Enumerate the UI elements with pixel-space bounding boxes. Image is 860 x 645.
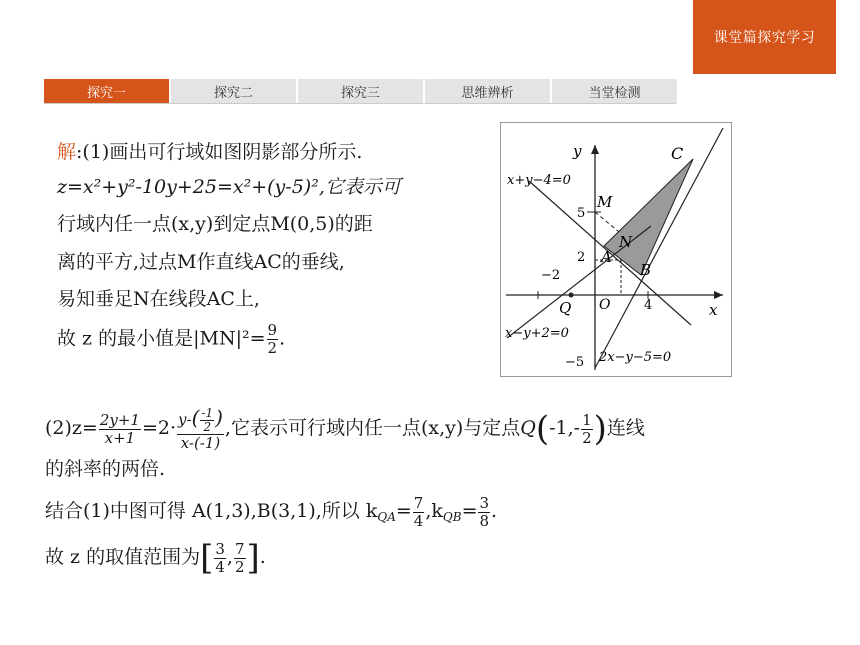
- tick-label-5: 5: [577, 206, 586, 221]
- coordinate-plot: [501, 123, 731, 376]
- fraction-slope-form: y-( $\frac{-1}{2}$ ) x-(-1): [178, 405, 223, 452]
- label-m: M: [597, 193, 613, 211]
- fraction-2y-plus-1: $\frac{2y+1}{x+1}$: [99, 410, 140, 447]
- solution-line-3: 行域内任一点(x,y)到定点M(0,5)的距: [57, 213, 373, 235]
- tab-divider: [44, 103, 676, 104]
- solution-line-1: 解:(1)画出可行域如图阴影部分所示.: [57, 141, 363, 163]
- tab-bar: [44, 79, 679, 103]
- label-origin: O: [599, 297, 611, 313]
- shaded-region: [604, 159, 693, 275]
- range-lower: $\frac{3}{4}$: [215, 539, 225, 576]
- solution-line-4: 离的平方,过点M作直线AC的垂线,: [57, 251, 345, 273]
- label-b: B: [640, 261, 652, 279]
- label-c: C: [671, 144, 684, 163]
- solution-line-6: 故 z 的最小值是|MN|²= $\frac{9}{2}$ .: [57, 321, 286, 357]
- label-a: A: [601, 248, 612, 266]
- section-title: 课堂篇探究学习: [713, 30, 816, 46]
- label-eq-2x-minus-y: 2x−y−5=0: [599, 350, 672, 365]
- tab-thinking[interactable]: 思维辨析: [425, 79, 550, 103]
- tick-label-minus-5: −5: [565, 355, 585, 370]
- tick-label-4: 4: [644, 298, 653, 313]
- part2-line-2: 的斜率的两倍.: [45, 458, 166, 480]
- label-y: y: [573, 142, 582, 160]
- feasible-region-figure: [500, 122, 732, 377]
- fraction-k-qb: $\frac{3}{8}$: [479, 493, 490, 530]
- part2-line-4: 故 z 的取值范围为[ $\frac{3}{4}$ , $\frac{7}{2}$ ].: [45, 538, 266, 578]
- section-title-banner: [693, 0, 836, 74]
- label-eq-x-plus-y: x+y−4=0: [507, 173, 571, 188]
- label-x: x: [709, 301, 718, 319]
- tab-explore-2[interactable]: 探究二: [171, 79, 296, 103]
- solution-label: 解: [57, 141, 77, 163]
- tick-label-minus-2: −2: [541, 268, 561, 283]
- point-q: [569, 293, 574, 298]
- perpendicular-mn: [595, 212, 619, 232]
- min-value-fraction: $\frac{9}{2}$: [267, 321, 278, 357]
- tab-explore-1[interactable]: 探究一: [44, 79, 169, 103]
- range-upper: $\frac{7}{2}$: [234, 539, 245, 576]
- x-axis-arrow: [714, 291, 723, 299]
- tab-explore-3[interactable]: 探究三: [298, 79, 423, 103]
- label-eq-x-minus-y: x−y+2=0: [505, 326, 569, 341]
- fraction-q-y: $\frac{1}{2}$: [582, 410, 592, 447]
- fraction-k-qa: $\frac{7}{4}$: [413, 493, 424, 530]
- tab-classroom-test[interactable]: 当堂检测: [552, 79, 677, 103]
- label-q: Q: [559, 299, 572, 317]
- part2-line-1: (2)z= $\frac{2y+1}{x+1}$ =2· y-( $\frac{-1}{2}$ ) x-(-1) ,它表示可行域内任一点(x,y)与定点Q(-1,- $\frac{1}{2}$ )连线: [45, 405, 645, 452]
- solution-line-2: z=x²+y²-10y+25=x²+(y-5)²,它表示可: [57, 176, 401, 198]
- tick-label-2: 2: [577, 250, 586, 265]
- y-axis-arrow: [591, 145, 599, 154]
- label-n: N: [619, 233, 633, 251]
- part2-line-3: 结合(1)中图可得 A(1,3),B(3,1),所以 $k_{QA}=$ $\frac{7}{4}$ $,k_{QB}=$ $\frac{3}{8}$ .: [45, 493, 498, 530]
- solution-line-5: 易知垂足N在线段AC上,: [57, 288, 260, 310]
